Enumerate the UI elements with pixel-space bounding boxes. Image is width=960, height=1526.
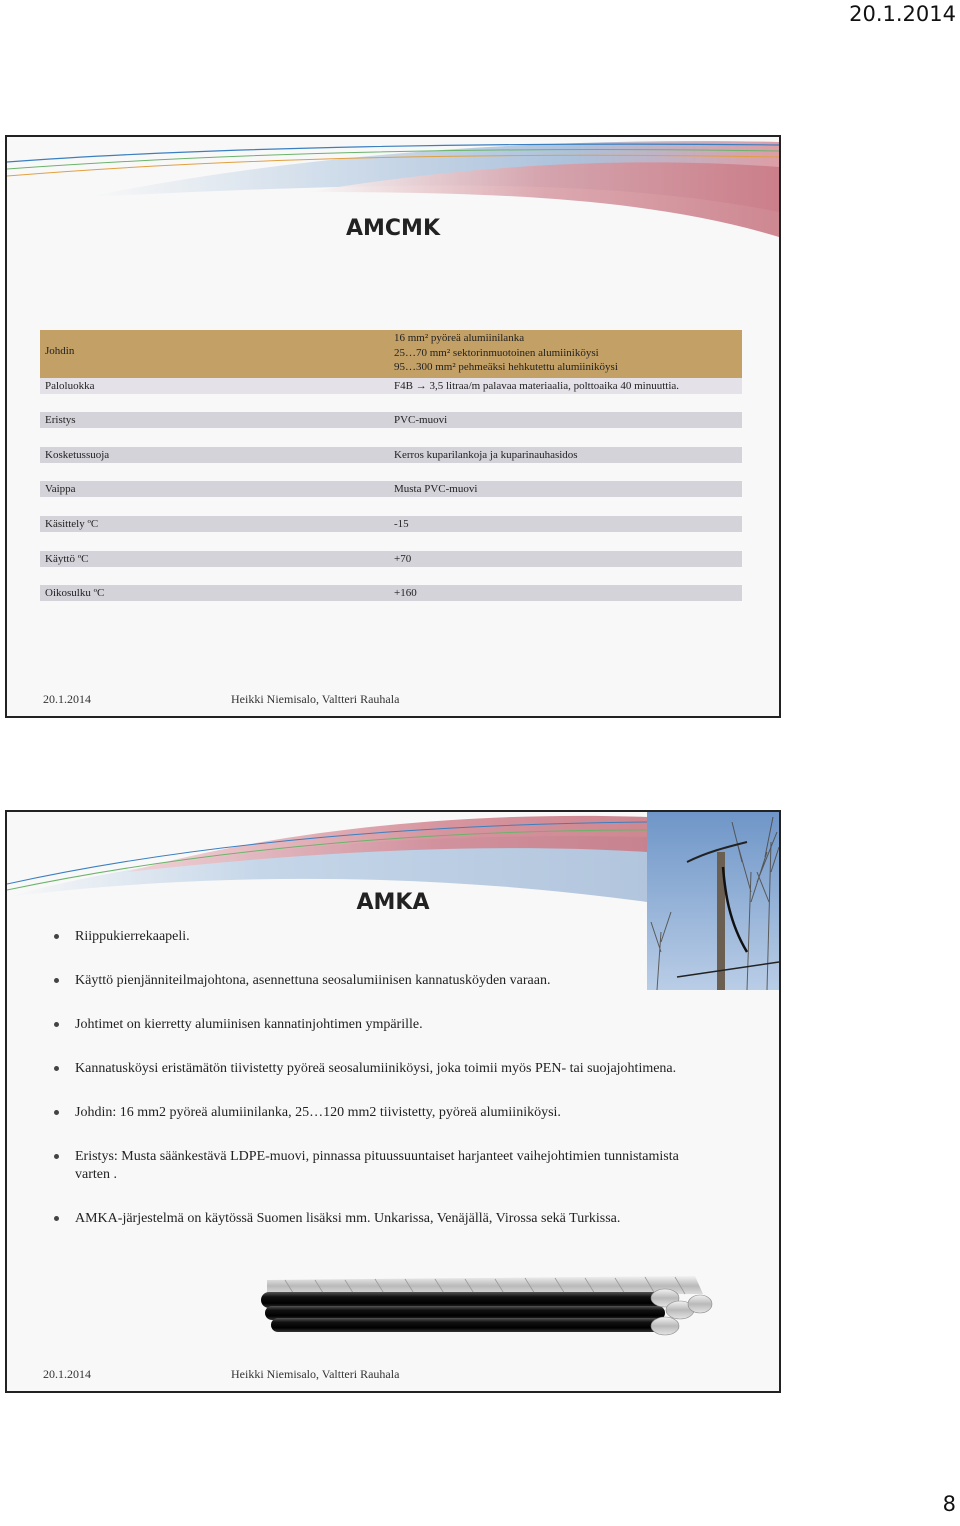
bullet-item: Johdin: 16 mm2 pyöreä alumiinilanka, 25…120 mm2 tiivistetty, pyöreä alumiiniköysi. [52,1104,692,1122]
spec-row-eristys [40,412,742,428]
page-number: 8 [942,1492,956,1516]
spec-key: Eristys [45,414,76,426]
spec-row-kosketussuoja [40,447,742,463]
bullet-item: Eristys: Musta säänkestävä LDPE-muovi, pinnassa pituussuuntaiset harjanteet vaihejohtimien tunnistamista varten . [52,1148,692,1184]
bullet-item: Riippukierrekaapeli. [52,928,692,946]
slide-amcmk [5,135,781,718]
spec-key: Vaippa [45,483,76,495]
amka-cable-image [255,1274,715,1346]
footer-authors: Heikki Niemisalo, Valtteri Rauhala [231,1367,400,1381]
slide-title: AMKA [356,890,430,915]
bullet-item: Kannatusköysi eristämätön tiivistetty pyöreä seosalumiiniköysi, joka toimii myös PEN- tai suojajohtimena. [52,1060,692,1078]
spec-value-line: 95…300 mm² pehmeäksi hehkutettu alumiiniköysi [394,361,618,373]
spec-key: Käyttö ºC [45,553,89,565]
spec-value: +160 [394,587,417,599]
bullet-item: Käyttö pienjänniteilmajohtona, asennettuna seosalumiinisen kannatusköyden varaan. [52,972,692,990]
slide-footer [43,692,400,707]
bullet-list [52,928,692,1228]
header-wave-decoration [7,137,779,277]
arrow-right-icon: → [415,380,427,392]
spec-row-johdin [40,330,742,378]
spec-row-kasittely [40,516,742,532]
spec-value-text: 3,5 litraa/m palavaa materiaalia, polttoaika 40 minuuttia. [426,380,680,392]
footer-date: 20.1.2014 [43,692,91,706]
spec-value-prefix: F4B [394,380,413,392]
spec-value: +70 [394,553,412,565]
bullet-item: AMKA-järjestelmä on käytössä Suomen lisäksi mm. Unkarissa, Venäjällä, Virossa sekä Turkissa. [52,1210,692,1228]
spec-row-kaytto [40,551,742,567]
slide-title: AMCMK [345,216,440,241]
spec-key: Johdin [45,345,75,357]
spec-row-paloluokka [40,378,742,394]
spec-value: PVC-muovi [394,414,448,426]
footer-date: 20.1.2014 [43,1367,91,1381]
slide-amka [5,810,781,1393]
spec-value: Kerros kuparilankoja ja kuparinauhasidos [394,449,578,461]
spec-value [394,380,679,392]
spec-key: Oikosulku ºC [45,587,105,599]
spec-value: -15 [394,518,409,530]
spec-key: Käsittely ºC [45,518,99,530]
spec-key: Paloluokka [45,380,95,392]
spec-row-vaippa [40,481,742,497]
page-date: 20.1.2014 [849,2,956,26]
slide-footer [43,1367,400,1382]
spec-value-line: 16 mm² pyöreä alumiinilanka [394,332,525,344]
spec-value: Musta PVC-muovi [394,483,478,495]
spec-value-line: 25…70 mm² sektorinmuotoinen alumiiniköysi [394,346,599,359]
spec-row-oikosulku [40,585,742,601]
bullet-item: Johtimet on kierretty alumiinisen kannatinjohtimen ympärille. [52,1016,692,1034]
spec-value [394,331,618,375]
spec-key: Kosketussuoja [45,449,110,461]
footer-authors: Heikki Niemisalo, Valtteri Rauhala [231,692,400,706]
